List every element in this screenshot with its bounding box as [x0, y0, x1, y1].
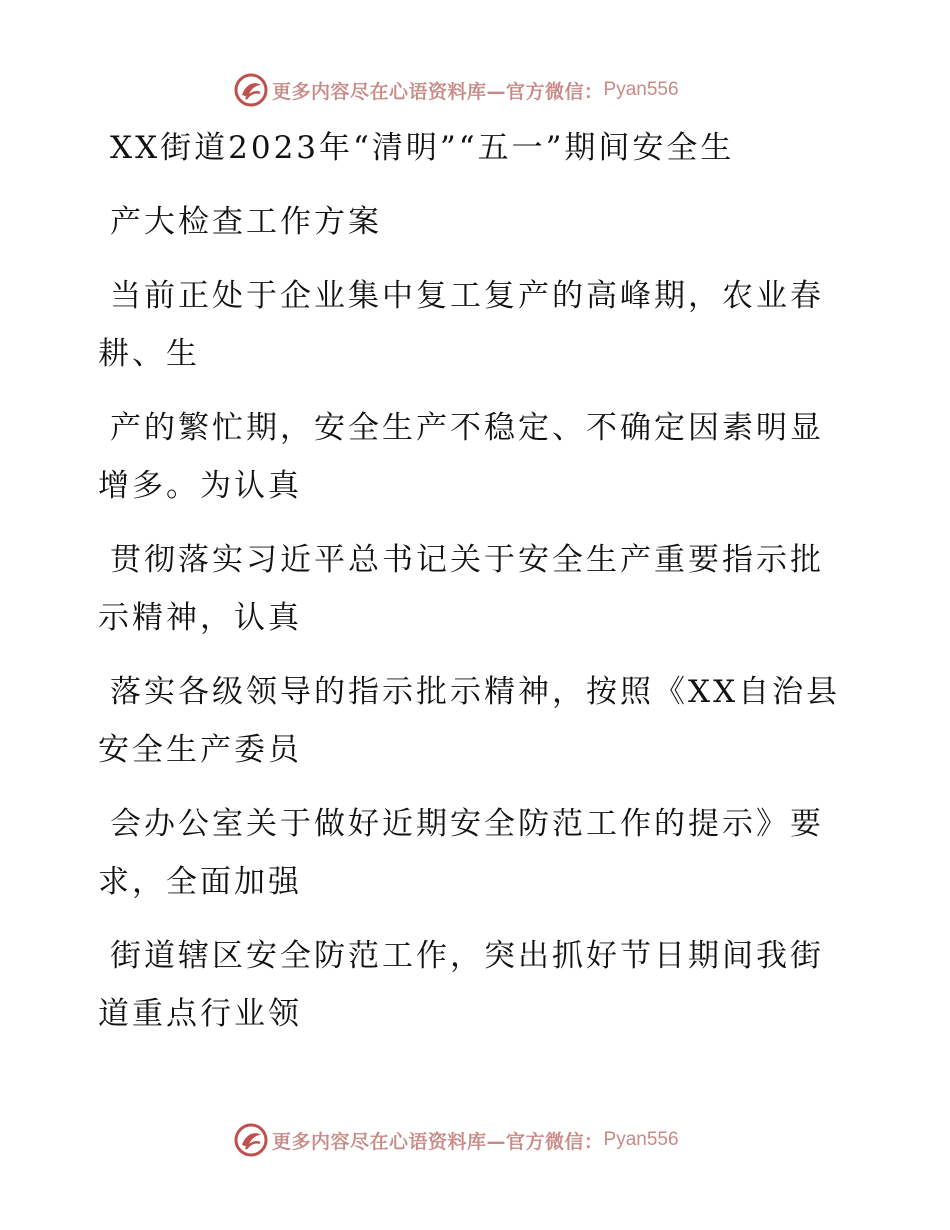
footer-watermark	[234, 1120, 679, 1160]
red-swirl-logo-icon	[234, 73, 268, 107]
red-swirl-logo-icon	[234, 1123, 268, 1157]
paragraph-line: 街道辖区安全防范工作，突出抓好节日期间我街	[110, 938, 824, 974]
paragraph-line: 安全生产委员	[98, 732, 302, 768]
header-watermark	[234, 70, 679, 110]
paragraph-line: 产的繁忙期，安全生产不稳定、不确定因素明显	[110, 410, 824, 446]
paragraph-line: 会办公室关于做好近期安全防范工作的提示》要	[110, 806, 824, 842]
paragraph-line: 示精神，认真	[98, 600, 302, 636]
paragraph-line: 求，全面加强	[98, 864, 302, 900]
watermark-wechat-id: Pyan556	[603, 1129, 679, 1150]
watermark-text: 更多内容尽在心语资料库—官方微信：	[272, 1130, 604, 1153]
watermark-text: 更多内容尽在心语资料库—官方微信：	[272, 80, 604, 103]
paragraph-line: 耕、生	[98, 336, 200, 372]
paragraph-line: 道重点行业领	[98, 996, 302, 1032]
paragraph-line: 增多。为认真	[98, 468, 302, 504]
paragraph-line: 当前正处于企业集中复工复产的高峰期，农业春	[110, 278, 824, 314]
document-title-line-2: 产大检查工作方案	[110, 204, 382, 240]
document-title-line-1: XX街道2023年“清明”“五一”期间安全生	[110, 130, 735, 166]
watermark-wechat-id: Pyan556	[603, 79, 679, 100]
paragraph-line: 贯彻落实习近平总书记关于安全生产重要指示批	[110, 542, 824, 578]
paragraph-line: 落实各级领导的指示批示精神，按照《XX自治县	[110, 674, 841, 710]
